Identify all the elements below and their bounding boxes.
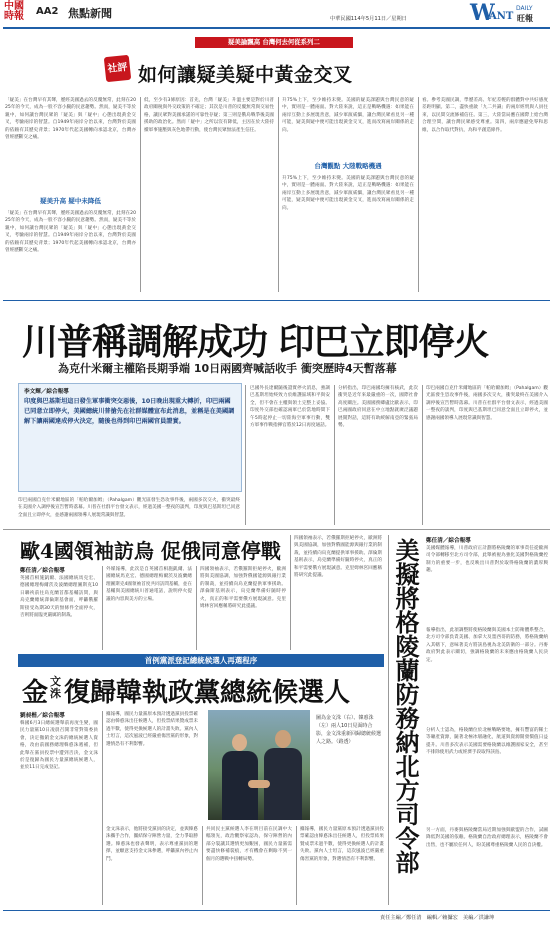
korea-byline: 劉昶楷／綜合報導: [20, 713, 65, 719]
logo-bottom: 時報: [4, 11, 24, 22]
main-lead-box: [18, 383, 242, 492]
want-logo-w: W: [470, 0, 495, 26]
main-subhead: 為克什米爾主權陷長期爭端 10日兩國齊喊話收手 衝突歷時4天暫落幕: [58, 362, 397, 375]
divider: [140, 97, 141, 292]
divider: [196, 566, 197, 650]
korea-headline-ruby-bottom: 洙: [50, 687, 61, 700]
want-daily-logo: [470, 2, 550, 26]
editorial-col-3b: 升75%上下，至少維持未變。美國的疑美課題與台灣民意的疑中，實則是一體兩面。對大陸來說，這正是戰略機遇：如果能在兩岸互動上多展現善意，減少軍演威懾，讓台灣民眾看見另一種可能，疑美與疑中便可能出現黃金交叉，進而改寫兩岸關係的走向。: [282, 176, 414, 211]
korea-body-1: 韓國6月3日總統選舉前再度生變，國民力量黨10日凌晨召開非常對策委員會，決定撤銷金文洙的總統候選人資格，改由前國務總理韓悳洙遞補，但此舉在黨員投票中遭到否決，金文洙於是復歸為國民力量黨總統候選人，並於11日完成登記。: [20, 721, 98, 771]
issue-date: 中華民國114年5月11日／星期日: [330, 16, 407, 22]
want-logo-daily: DAILY: [516, 5, 533, 12]
divider: [102, 566, 103, 650]
divider: [202, 826, 203, 905]
korea-headline-ruby-top: 文: [50, 675, 61, 688]
korea-body-4: 共同民主黨候選人李在明目前在民調中大幅領先，政治觀察家認為，保守陣營的內部分裂讓其選情更加艱困，國民力量黨需要盡快修補裂痕，才有機會在剩餘不到一個月的選戰中扭轉局勢。: [206, 827, 292, 862]
logo-top: 中國: [4, 1, 24, 12]
editorial-col-2: 低，至少有3條原因：首先，台灣「疑美」升溫主要是對於川普政府關稅與外交政策的不確定；其次是川普的反覆無常與交易性格，讓民眾對美國承諾的可靠性存疑；第三則是俄烏戰爭後美國援助的政治化。然而「疑中」之所以沒有降低，主因在於大陸持續軍事施壓與灰色地帶行動，使台灣民眾無法產生信任。: [144, 98, 274, 133]
divider: [388, 535, 389, 905]
divider: [334, 385, 335, 525]
korea-body-2: 據報導，國民力量黨原本預計透過黨員投票確認由韓悳洙出任候選人，但投票結果贊成票未過半數，使得更換候選人的計畫失敗。黨內人士坦言，這次風波已經嚴重傷害黨的形象，對選情恐有不利影響。: [106, 712, 198, 747]
korea-photo-caption: 圖為金文洙（右）、韓悳洙（左）兩人10日見面時合影，金文洙重新回歸總統候選人之路。（路透）: [316, 715, 382, 745]
edition-label: AA2: [36, 6, 59, 17]
divider: [422, 385, 423, 525]
editorial-headline: 如何讓疑美疑中黃金交叉: [138, 64, 353, 86]
europe-byline: 鄭任清／綜合報導: [20, 568, 65, 574]
korea-headline-pre: 金: [22, 678, 49, 708]
korea-banner: 首例黨派登記總統候選人再選程序: [18, 654, 384, 667]
want-logo-cn: 旺報: [517, 14, 533, 23]
divider: [290, 535, 291, 650]
main-body-2: 巴國外長達爾隨後證實停火消息，強調巴基斯坦始終致力於維護區域和平與安全，但不會在主權與領土完整上妥協。印度外交部也確認兩軍已於當地時間下午5時起停止一切陸海空軍事行動，雙方軍事作戰指揮官將於12日再度通話。: [250, 386, 330, 429]
greenland-body-3: 分析人士認為，格陵蘭位於北極戰略要地，擁有豐富的稀土等礦產資源，隨著北極冰層融化，航道與資源開發價值日益提升。川普多次表示美國需要格陵蘭以維護國家安全，甚至不排除使用武力或經濟手段取得該島。: [426, 728, 548, 756]
divider: [3, 529, 550, 530]
editorial-col-1: 「疑美」在台灣早有其聲，歷經美國過去的反覆無常，此刻在2025年的今天，成為一股不容小覷的民意趨勢。然而，疑美不等於親中，如何讓台灣民眾的「疑美」與「疑中」心態出現黃金交叉，考驗兩岸的智慧。自1949年兩岸分治以來，台灣對於美國的依賴有其歷史背景；1970年代起美國轉向承認北京，台灣亦曾經歷斷交之痛。: [5, 98, 136, 141]
greenland-body-2: 報導指出，此項調整將使格陵蘭與美國本土防衛體系整合，北方司令部負責美國、加拿大及墨西哥的防務，將格陵蘭納入其轄下，意味著美方將該島視為北美防衛的一部分。丹麥政府對此表示關切，強調格陵蘭的未來應由格陵蘭人民決定。: [426, 628, 548, 663]
main-body-4: 印巴兩國自克什米爾地區的「帕哈爾加姆」（Pahalgam）觀光區發生恐攻事件後，兩國多次交火，衝突最終在美國介入調停後宣告暫時落幕。川普在社群平台發文表示，經過美國一整夜的談判，印度與巴基斯坦已同意全面且立即停火，並感謝兩國領導人展現常識與智慧。: [426, 386, 548, 421]
handshake: [248, 780, 270, 788]
divider: [102, 711, 103, 905]
section-title: 焦點新聞: [68, 7, 112, 20]
main-lead: 印度與巴基斯坦這日發生軍事衝突交惡後，10日晚出現重大轉折，印巴兩國已同意立即停火，美國總統川普搶先在社群媒體宣布此消息，並稱是在美國調解下讓兩國達成停火決定，隨後也得到印巴兩國官員證實。: [24, 398, 235, 425]
editorial-col-1b: 「疑美」在台灣早有其聲，歷經美國過去的反覆無常，此刻在2025年的今天，成為一股不容小覷的民意趨勢。然而，疑美不等於親中，如何讓台灣民眾的「疑美」與「疑中」心態出現黃金交叉，考驗兩岸的智慧。自1949年兩岸分治以來，台灣對於美國的依賴有其歷史背景；1970年代起美國轉向承認北京，台灣亦曾經歷斷交之痛。: [5, 211, 136, 254]
europe-body-4: 四國領袖表示，若俄羅斯拒絕停火，歐洲將與美國協調，加強對俄國能源與銀行業的制裁，並持續向烏克蘭提供軍事援助。澤倫斯基則表示，烏克蘭準備好隨時停火，真正的和平需要俄方展現誠意。克里姆林宮回應稱將研究此提議。: [294, 536, 382, 579]
section-rule: [3, 300, 550, 301]
footer-credits: 責任主編／鄭任清 編輯／賴攝宏 美編／洪謙坤: [380, 915, 495, 921]
person-right-figure: [264, 730, 302, 820]
greenland-body-1: 美國媒體報導，川普政府正計劃將格陵蘭的軍事責任從歐洲司令部轉移至北方司令部，此舉被視為強化美國對格陵蘭控制力的重要一步，也反映出川普對於取得格陵蘭的濃厚興趣。: [426, 546, 548, 574]
greenland-byline: 鄭任清／綜合報導: [426, 538, 471, 544]
divider: [418, 97, 419, 292]
korea-headline-post: 復歸韓執政黨總統候選人: [64, 678, 351, 708]
editorial-subhead-1: 疑美升高 疑中未降低: [40, 197, 101, 205]
editorial-kicker: 疑美論飄高 台灣何去何從系列二: [195, 37, 353, 48]
divider: [296, 826, 297, 905]
korea-body-5: 據報導，國民力量黨原本預計透過黨員投票確認由韓悳洙出任候選人，但投票結果贊成票未過半數，使得更換候選人的計畫失敗。黨內人士坦言，這次風波已經嚴重傷害黨的形象，對選情恐有不利影響。: [300, 827, 384, 862]
korea-body-3: 金文洙表示，他將接受黨員的決定，並與韓悳洙攜手合作，團結保守陣營力量，全力爭取勝選。韓悳洙也發表聲明，表示尊重黨員的選擇，並願意支持金文洙參選，呼籲黨內停止內鬥。: [106, 827, 198, 862]
main-body-3: 分析指出，印巴兩國均擁有核武，此次衝突是近年來最嚴重的一次，國際社會高度關注。美國國務卿盧比歐表示，印巴兩國政府同意在中立地點就廣泛議題展開對話，這將有助緩解南亞的緊張局勢。: [338, 386, 418, 429]
korea-photo: [208, 710, 310, 820]
masthead: [0, 0, 553, 26]
main-headline: 川普稱調解成功 印巴立即停火: [22, 321, 489, 363]
editorial-badge: 社評: [104, 55, 131, 82]
korea-headline: [22, 672, 382, 706]
main-byline: 李文輝／綜合報導: [24, 389, 69, 395]
masthead-rule: [3, 27, 550, 29]
divider: [245, 385, 246, 525]
greenland-headline: 美擬將格陵蘭防務納北方司令部: [391, 538, 420, 874]
person-left-figure: [222, 734, 258, 820]
china-times-logo: [4, 2, 30, 24]
europe-body-2: 外媒報導，此次是自英國首相施凱爾、法國總統馬克宏、德國總理梅爾茨及波蘭總理圖斯克4國領袖首度共同訪問基輔，並在基輔與美國總統川普通電話，說明停火提議的內容與美方的立場。: [106, 567, 192, 602]
want-logo-ant: ANT: [489, 11, 514, 22]
europe-body-1: 英國首相施凱爾、法國總統馬克宏、德國總理梅爾茨及波蘭總理圖斯克10日聯袂前往烏克蘭首都基輔訪問，與烏克蘭總統澤倫斯基會面，呼籲俄羅斯接受為期30天的無條件全面停火，否則將面臨更嚴厲的制裁。: [20, 576, 98, 619]
editorial-col-4: 看。參考美國民調，學歷差高、年紀差輕的群體對中共好感度差距明顯。第二，盡快重啟「九二共識」的兩岸經貿與人員往來，以民間交流修補信任。第三，大陸當局應在國際上給台灣合理空間，讓台灣民眾感受尊重。第四，兩岸應避免零和思維，以合作取代對抗，為和平創造條件。: [422, 98, 548, 133]
europe-headline: 歐4國領袖訪烏 促俄同意停戰: [20, 539, 281, 563]
divider: [278, 97, 279, 292]
editorial-subhead-2: 台灣觀點 大陸戰略機遇: [314, 162, 382, 170]
europe-body-3: 四國領袖表示，若俄羅斯拒絕停火，歐洲將與美國協調，加強對俄國能源與銀行業的制裁，並持續向烏克蘭提供軍事援助。澤倫斯基則表示，烏克蘭準備好隨時停火，真正的和平需要俄方展現誠意。克里姆林宮回應稱將研究此提議。: [200, 567, 286, 610]
greenland-body-4: 另一方面，丹麥與格陵蘭當局近期加強與歐盟的合作，試圖降低對美國的依賴。格陵蘭自治政府總理表示，格陵蘭不會出售，也不屬於任何人，盼美國尊重格陵蘭人民的自決權。: [426, 828, 548, 848]
main-body-1: 印巴兩國自克什米爾地區的「帕哈爾加姆」（Pahalgam）觀光區發生恐攻事件後，兩國多次交火，衝突最終在美國介入調停後宣告暫時落幕。川普在社群平台發文表示，經過美國一整夜的談判，印度與巴基斯坦已同意全面且立即停火，並感謝兩國領導人展現常識與智慧。: [18, 498, 240, 518]
footer-rule: [3, 910, 550, 911]
editorial-col-3: 升75%上下，至少維持未變。美國的疑美課題與台灣民意的疑中，實則是一體兩面。對大陸來說，這正是戰略機遇：如果能在兩岸互動上多展現善意，減少軍演威懾，讓台灣民眾看見另一種可能，疑美與疑中便可能出現黃金交叉，進而改寫兩岸關係的走向。: [282, 98, 414, 133]
